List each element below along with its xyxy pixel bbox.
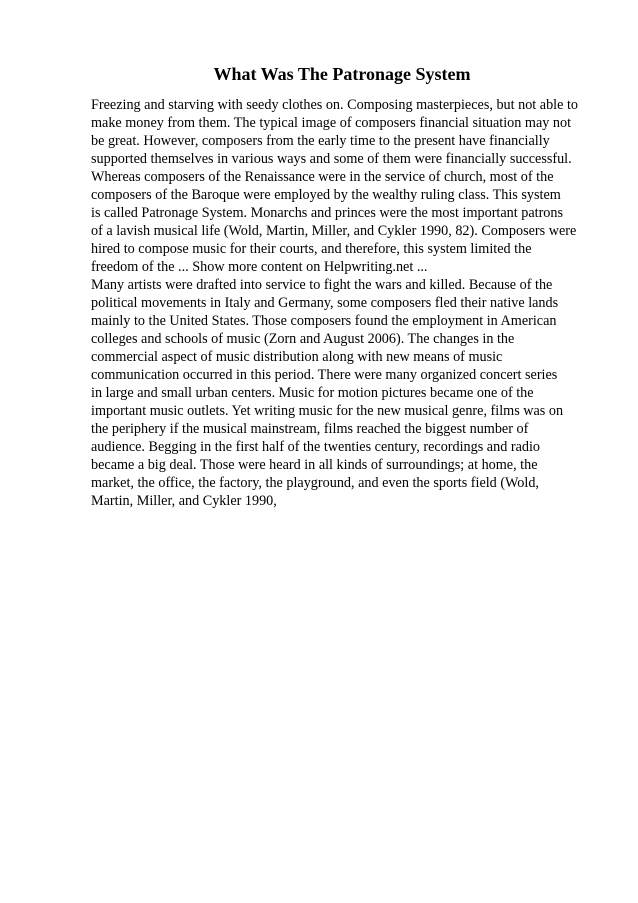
- body-line: supported themselves in various ways and some of them were financially successful.: [91, 151, 572, 167]
- body-line: be great. However, composers from the early time to the present have financially: [91, 133, 550, 149]
- body-line: political movements in Italy and Germany, some composers fled their native lands: [91, 295, 559, 311]
- body-line: composers of the Baroque were employed by the wealthy ruling class. This system: [91, 187, 561, 203]
- body-line: audience. Begging in the first half of the twenties century, recordings and radio: [91, 439, 540, 455]
- body-line: hired to compose music for their courts, and therefore, this system limited the: [91, 241, 532, 257]
- body-line: Freezing and starving with seedy clothes on. Composing masterpieces, but not able to: [91, 97, 579, 113]
- body-line: Many artists were drafted into service to fight the wars and killed. Because of the: [91, 277, 553, 293]
- body-line: of a lavish musical life (Wold, Martin, Miller, and Cykler 1990, 82). Composers were: [91, 223, 577, 239]
- document-title: What Was The Patronage System: [213, 64, 471, 84]
- body-line: became a big deal. Those were heard in all kinds of surroundings; at home, the: [91, 457, 538, 473]
- body-line: market, the office, the factory, the playground, and even the sports field (Wold,: [91, 475, 539, 491]
- body-line: Whereas composers of the Renaissance were in the service of church, most of the: [91, 169, 554, 185]
- body-line: communication occurred in this period. There were many organized concert series: [91, 367, 558, 383]
- body-line: Martin, Miller, and Cykler 1990,: [91, 493, 277, 509]
- body-line: in large and small urban centers. Music for motion pictures became one of the: [91, 385, 534, 401]
- body-line: commercial aspect of music distribution along with new means of music: [91, 349, 503, 365]
- body-line: freedom of the ... Show more content on Helpwriting.net ...: [91, 259, 428, 275]
- document-body: [91, 96, 611, 510]
- body-line: is called Patronage System. Monarchs and princes were the most important patrons: [91, 205, 564, 221]
- body-line: mainly to the United States. Those composers found the employment in American: [91, 313, 557, 329]
- body-line: the periphery if the musical mainstream, films reached the biggest number of: [91, 421, 529, 437]
- body-line: important music outlets. Yet writing music for the new musical genre, films was on: [91, 403, 564, 419]
- body-line: colleges and schools of music (Zorn and August 2006). The changes in the: [91, 331, 515, 347]
- body-line: make money from them. The typical image of composers financial situation may not: [91, 115, 572, 131]
